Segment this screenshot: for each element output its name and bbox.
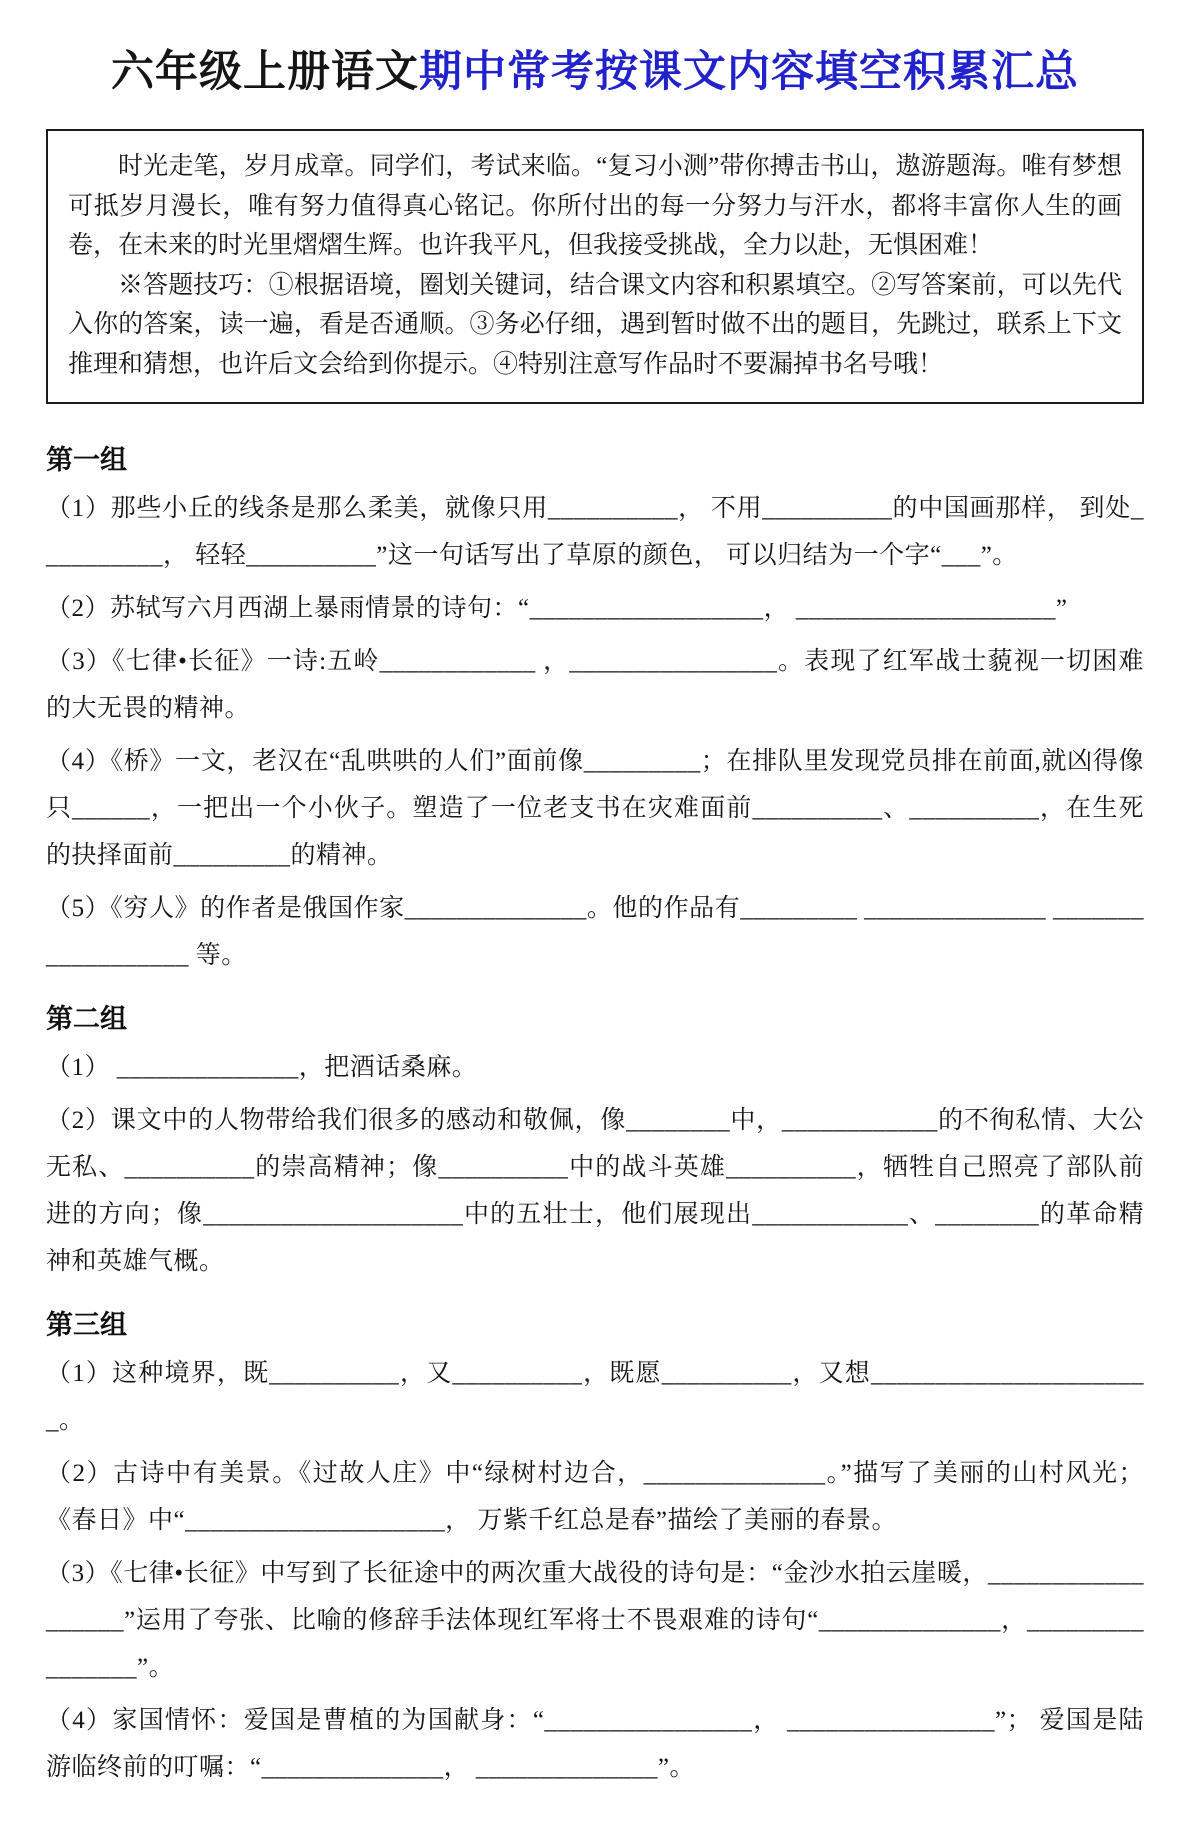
page-title-main: 六年级上册语文	[111, 49, 419, 96]
intro-paragraph-1: 时光走笔，岁月成章。同学们，考试来临。“复习小测”带你搏击书山，遨游题海。唯有梦想可抵岁月漫长，唯有努力值得真心铭记。你所付出的每一分努力与汗水，都将丰富你人生的画卷，在未来的时光里熠熠生辉。也许我平凡，但我接受挑战，全力以赴，无惧困难！	[68, 153, 1122, 259]
page-title-highlight: 期中常考按课文内容填空积累汇总	[419, 49, 1079, 96]
question-item: （2）课文中的人物带给我们很多的感动和敬佩，像________中，____________的不徇私情、大公无私、__________的崇高精神；像__________中的战斗英雄__________，牺牲自己照亮了部队前进的方向；像____________________中的五壮士，他们展现出____________、________的革命精神和英雄气概。	[46, 1107, 1144, 1275]
question-item: （2）苏轼写六月西湖上暴雨情景的诗句：“__________________， ____________________”	[46, 595, 1068, 622]
question-item: （2）古诗中有美景。《过故人庄》中“绿树村边合，______________。”描写了美丽的山村风光；《春日》中“____________________， 万紫千红总是春”描绘了美丽的春景。	[46, 1460, 1144, 1534]
section-heading: 第三组	[46, 1310, 127, 1340]
section-group-2	[46, 997, 1144, 1285]
question-item: （3）《七律•长征》一诗:五岭____________ ，________________。表现了红军战士藐视一切困难的大无畏的精神。	[46, 648, 1144, 722]
section-heading: 第二组	[46, 1004, 127, 1034]
question-item: （4）《桥》一文，老汉在“乱哄哄的人们”面前像_________；在排队里发现党员排在前面,就凶得像只______，一把出一个小伙子。塑造了一位老支书在灾难面前__________、__________，在生死的抉择面前_________的精神。	[46, 748, 1144, 869]
section-group-3	[46, 1303, 1144, 1791]
section-heading: 第一组	[46, 445, 127, 475]
intro-paragraph-2: ※答题技巧：①根据语境，圈划关键词，结合课文内容和积累填空。②写答案前，可以先代入你的答案，读一遍，看是否通顺。③务必仔细，遇到暂时做不出的题目，先跳过，联系上下文推理和猜想，也许后文会给到你提示。④特别注意写作品时不要漏掉书名号哦！	[68, 271, 1122, 378]
question-item: （4）家国情怀：爱国是曹植的为国献身：“________________， ________________”； 爱国是陆游临终前的叮嘱：“______________， ______________”。	[46, 1707, 1144, 1781]
intro-box	[46, 129, 1144, 404]
question-item: （1）这种境界，既__________，又__________，既愿__________，又想______________________。	[46, 1360, 1144, 1434]
question-item: （1） ______________，把酒话桑麻。	[46, 1054, 478, 1081]
page-title	[46, 38, 1144, 99]
section-group-1	[46, 438, 1144, 979]
question-item: （3）《七律•长征》中写到了长征途中的两次重大战役的诗句是：“金沙水拍云崖暖，__________________”运用了夸张、比喻的修辞手法体现红军将士不畏艰难的诗句“______________，________________”。	[46, 1560, 1144, 1681]
question-item: （5）《穷人》的作者是俄国作家______________。他的作品有_________ ______________ __________________ 等。	[46, 895, 1144, 969]
question-item: （1）那些小丘的线条是那么柔美，就像只用__________， 不用__________的中国画那样， 到处__________， 轻轻__________”这一句话写出了草原的颜色， 可以归结为一个字“___”。	[46, 495, 1144, 569]
